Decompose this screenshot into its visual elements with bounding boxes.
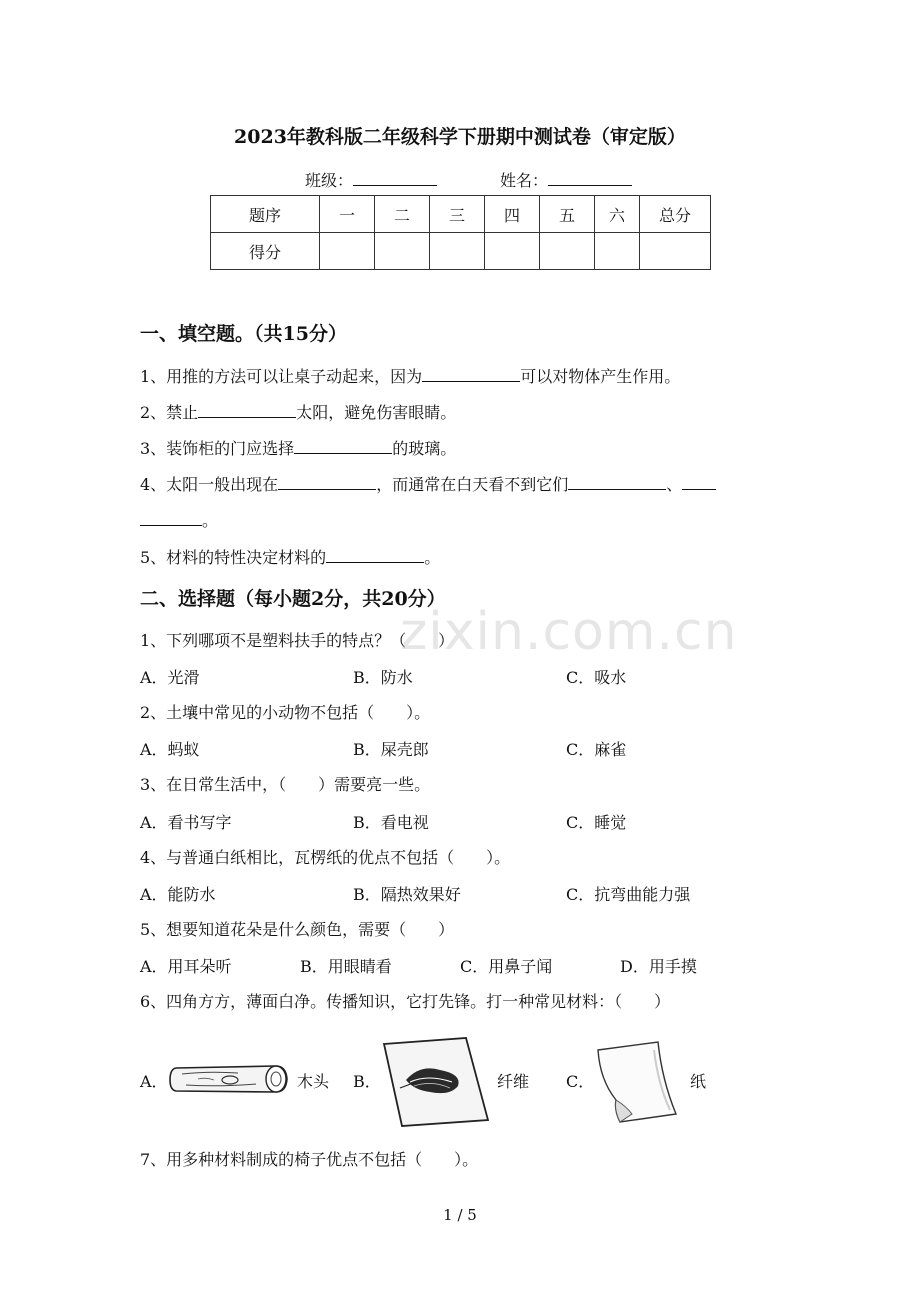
s2-question-3: 3、在日常生活中，（ ）需要亮一些。 <box>140 775 431 794</box>
question-text: 、 <box>666 475 683 494</box>
option-b[interactable]: B．看电视 <box>353 813 429 832</box>
question-text: 3、装饰柜的门应选择 <box>140 439 295 458</box>
s1-question-4 <box>140 472 716 495</box>
score-cell[interactable] <box>430 233 485 270</box>
s2-question-2: 2、土壤中常见的小动物不包括（ ）。 <box>140 703 431 722</box>
name-field <box>500 168 632 191</box>
paper-icon <box>592 1040 682 1124</box>
option-c[interactable]: C．抗弯曲能力强 <box>566 885 691 904</box>
question-text: ，而通常在白天看不到它们 <box>376 475 569 494</box>
header-cell: 六 <box>595 196 640 233</box>
class-label: 班级： <box>305 171 354 190</box>
score-value-row <box>211 233 711 270</box>
question-text: 可以对物体产生作用。 <box>520 367 681 386</box>
option-a-letter[interactable]: A． <box>140 1072 168 1091</box>
answer-blank[interactable] <box>326 546 424 563</box>
question-text: 4、太阳一般出现在 <box>140 475 279 494</box>
option-b[interactable]: B．用眼睛看 <box>300 957 392 976</box>
answer-blank[interactable] <box>294 437 392 454</box>
option-a[interactable]: A．蚂蚁 <box>140 740 200 759</box>
question-text: 的玻璃。 <box>392 439 457 458</box>
section2-title: 二、选择题（每小题2分，共20分） <box>140 588 446 610</box>
header-cell: 题序 <box>211 196 320 233</box>
answer-blank[interactable] <box>278 473 376 490</box>
question-text: 。 <box>202 511 219 530</box>
option-c[interactable]: C．用鼻子闻 <box>460 957 553 976</box>
question-text: 2、禁止 <box>140 403 199 422</box>
option-b[interactable]: B．防水 <box>353 668 413 687</box>
answer-blank[interactable] <box>682 473 716 490</box>
question-text: 1、用推的方法可以让桌子动起来，因为 <box>140 367 423 386</box>
question-text: 。 <box>424 548 441 567</box>
class-blank <box>353 171 437 186</box>
option-d[interactable]: D．用手摸 <box>620 957 697 976</box>
option-c-letter[interactable]: C． <box>566 1072 595 1091</box>
option-a[interactable]: A．光滑 <box>140 668 200 687</box>
option-a[interactable]: A．能防水 <box>140 885 216 904</box>
s1-question-3 <box>140 436 456 459</box>
score-cell[interactable] <box>375 233 430 270</box>
option-c-text[interactable]: 纸 <box>690 1072 707 1091</box>
name-label: 姓名： <box>500 171 549 190</box>
s1-question-5 <box>140 545 440 568</box>
option-b-text[interactable]: 纤维 <box>497 1072 530 1091</box>
option-b[interactable]: B．屎壳郎 <box>353 740 429 759</box>
fiber-cloth-icon <box>380 1034 492 1130</box>
s2-question-4: 4、与普通白纸相比，瓦楞纸的优点不包括（ ）。 <box>140 848 511 867</box>
question-text: 太阳，避免伤害眼睛。 <box>296 403 457 422</box>
option-c[interactable]: C．吸水 <box>566 668 627 687</box>
s2-question-1: 1、下列哪项不是塑料扶手的特点？（ ） <box>140 631 455 650</box>
option-c[interactable]: C．麻雀 <box>566 740 627 759</box>
header-cell: 四 <box>485 196 540 233</box>
score-cell[interactable] <box>595 233 640 270</box>
answer-blank[interactable] <box>422 365 520 382</box>
score-cell[interactable] <box>640 233 711 270</box>
s2-question-7: 7、用多种材料制成的椅子优点不包括（ ）。 <box>140 1150 479 1169</box>
s1-question-1 <box>140 364 680 387</box>
watermark: zixin.com.cn <box>400 602 738 662</box>
score-cell[interactable] <box>540 233 595 270</box>
score-cell[interactable] <box>485 233 540 270</box>
score-header-row <box>211 196 711 233</box>
s1-question-2 <box>140 400 456 423</box>
header-cell: 总分 <box>640 196 711 233</box>
section1-title: 一、填空题。（共15分） <box>140 323 347 345</box>
class-field <box>305 168 437 191</box>
name-blank <box>548 171 632 186</box>
answer-blank[interactable] <box>568 473 666 490</box>
option-a[interactable]: A．看书写字 <box>140 813 232 832</box>
header-cell: 二 <box>375 196 430 233</box>
s1-question-4-cont <box>140 508 218 531</box>
option-a-text[interactable]: 木头 <box>297 1072 330 1091</box>
score-cell[interactable] <box>320 233 375 270</box>
row-label-cell: 得分 <box>211 233 320 270</box>
answer-blank[interactable] <box>198 401 296 418</box>
option-c[interactable]: C．睡觉 <box>566 813 627 832</box>
log-icon <box>168 1060 292 1098</box>
question-text: 5、材料的特性决定材料的 <box>140 548 327 567</box>
header-cell: 三 <box>430 196 485 233</box>
page-number: 1 / 5 <box>443 1206 477 1224</box>
answer-blank-cont[interactable] <box>140 509 202 526</box>
score-table <box>210 195 711 270</box>
page-title: 2023年教科版二年级科学下册期中测试卷（审定版） <box>234 126 686 148</box>
s2-question-5: 5、想要知道花朵是什么颜色，需要（ ） <box>140 920 455 939</box>
option-b[interactable]: B．隔热效果好 <box>353 885 461 904</box>
s2-question-6: 6、四角方方，薄面白净。传播知识，它打先锋。打一种常见材料：（ ） <box>140 992 671 1011</box>
option-b-letter[interactable]: B． <box>353 1072 381 1091</box>
option-a[interactable]: A．用耳朵听 <box>140 957 232 976</box>
header-cell: 五 <box>540 196 595 233</box>
header-cell: 一 <box>320 196 375 233</box>
